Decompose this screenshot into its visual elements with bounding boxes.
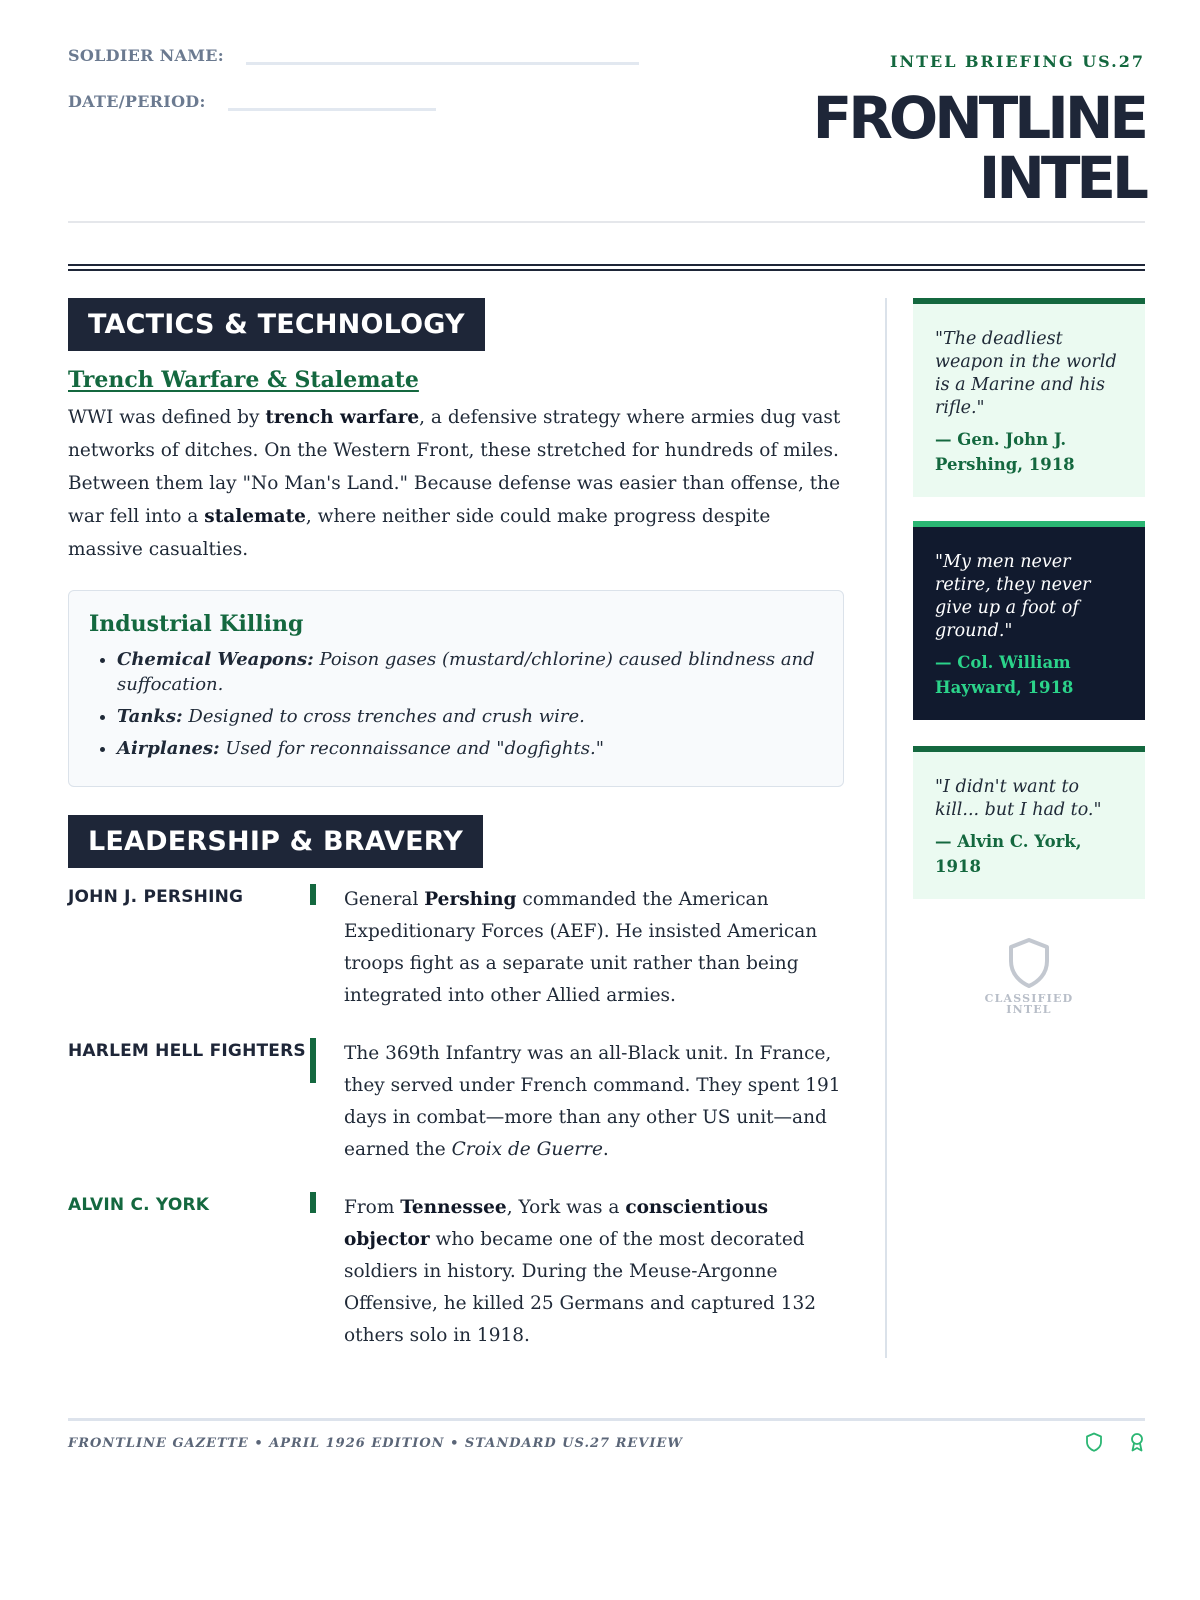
leader-name: ALVIN C. YORK [68, 1195, 210, 1215]
accent-bar [310, 1038, 316, 1083]
tactics-heading: TACTICS & TECHNOLOGY [68, 298, 485, 351]
industrial-killing-box [68, 590, 844, 787]
soldier-name-field[interactable] [246, 46, 639, 65]
medal-icon [1129, 1432, 1145, 1452]
date-period-row [68, 92, 436, 111]
leader-harlem [68, 1038, 844, 1166]
accent-bar [310, 1192, 316, 1213]
leader-name: HARLEM HELL FIGHTERS [68, 1041, 306, 1061]
page-title [812, 84, 1145, 212]
leadership-heading: LEADERSHIP & BRAVERY [68, 815, 483, 868]
footer-rule [68, 1418, 1145, 1421]
leader-description: General Pershing commanded the American Expeditionary Forces (AEF). He insisted American troops fight as a separate unit rather than being integrated into other Allied armies. [344, 889, 818, 1006]
leader-name: JOHN J. PERSHING [68, 887, 244, 907]
weapons-list [89, 647, 823, 761]
date-period-label: DATE/PERIOD: [68, 92, 206, 111]
leader-description: From Tennessee, York was a conscientious objector who became one of the most decorated soldiers in history. During the Meuse-Argonne Offensive, he killed 25 Germans and captured 132 others solo in 1918. [344, 1197, 817, 1346]
list-item: • Airplanes: Used for reconnaissance and "dogfights." [117, 736, 823, 761]
list-item: • Tanks: Designed to cross trenches and crush wire. [117, 704, 823, 729]
badge-line1: CLASSIFIED [984, 992, 1074, 1005]
soldier-name-label: SOLDIER NAME: [68, 46, 224, 65]
quote-text: "My men never retire, they never give up a foot of ground." [935, 552, 1091, 641]
page-title-line1: FRONTLINE [812, 84, 1145, 152]
quote-card-pershing [913, 298, 1145, 497]
quote-attribution: — Gen. John J. Pershing, 1918 [935, 430, 1075, 474]
trench-paragraph: WWI was defined by trench warfare, a defensive strategy where armies dug vast networks of ditches. On the Western Front, these stretched for hundreds of miles. Between them lay "No Man's Land." Because defense was easier than offense, the war fell into a stalemate, where neither side could make progress despite massive casualties. [68, 407, 841, 560]
callout-title: Industrial Killing [89, 611, 304, 637]
leader-pershing [68, 884, 844, 1012]
classified-badge [913, 937, 1145, 1015]
trench-subheading: Trench Warfare & Stalemate [68, 367, 419, 393]
badge-line2: INTEL [1006, 1003, 1052, 1016]
quote-attribution: — Col. William Hayward, 1918 [935, 653, 1074, 697]
double-rule [68, 264, 1145, 271]
footer-text: FRONTLINE GAZETTE • APRIL 1926 EDITION • STANDARD US.27 REVIEW [68, 1436, 683, 1451]
main-column [68, 298, 844, 1352]
soldier-name-row [68, 46, 639, 65]
term-stalemate: stalemate [204, 506, 306, 527]
leader-description: The 369th Infantry was an all-Black unit. In France, they served under French command. They spent 191 days in combat—more than any other US unit—and earned the Croix de Guerre. [344, 1043, 841, 1160]
page-title-line2: INTEL [978, 144, 1145, 212]
accent-bar [310, 884, 316, 905]
column-divider [885, 298, 887, 1358]
quote-card-hayward [913, 521, 1145, 720]
worksheet-page [68, 0, 1145, 1600]
quote-text: "The deadliest weapon in the world is a Marine and his rifle." [935, 329, 1117, 418]
date-period-field[interactable] [228, 92, 436, 111]
header-divider [68, 221, 1145, 223]
quote-sidebar [913, 298, 1145, 1015]
quote-attribution: — Alvin C. York, 1918 [935, 832, 1082, 876]
list-item: • Chemical Weapons: Poison gases (mustard/chlorine) caused blindness and suffocation. [117, 647, 823, 697]
shield-icon [1085, 1432, 1103, 1452]
briefing-code: INTEL BRIEFING US.27 [889, 52, 1145, 71]
quote-card-york [913, 746, 1145, 899]
term-trench-warfare: trench warfare [265, 407, 420, 428]
quote-text: "I didn't want to kill... but I had to." [935, 777, 1102, 820]
footer-icons [1085, 1432, 1145, 1452]
shield-icon [1007, 937, 1051, 989]
leader-york [68, 1192, 844, 1352]
